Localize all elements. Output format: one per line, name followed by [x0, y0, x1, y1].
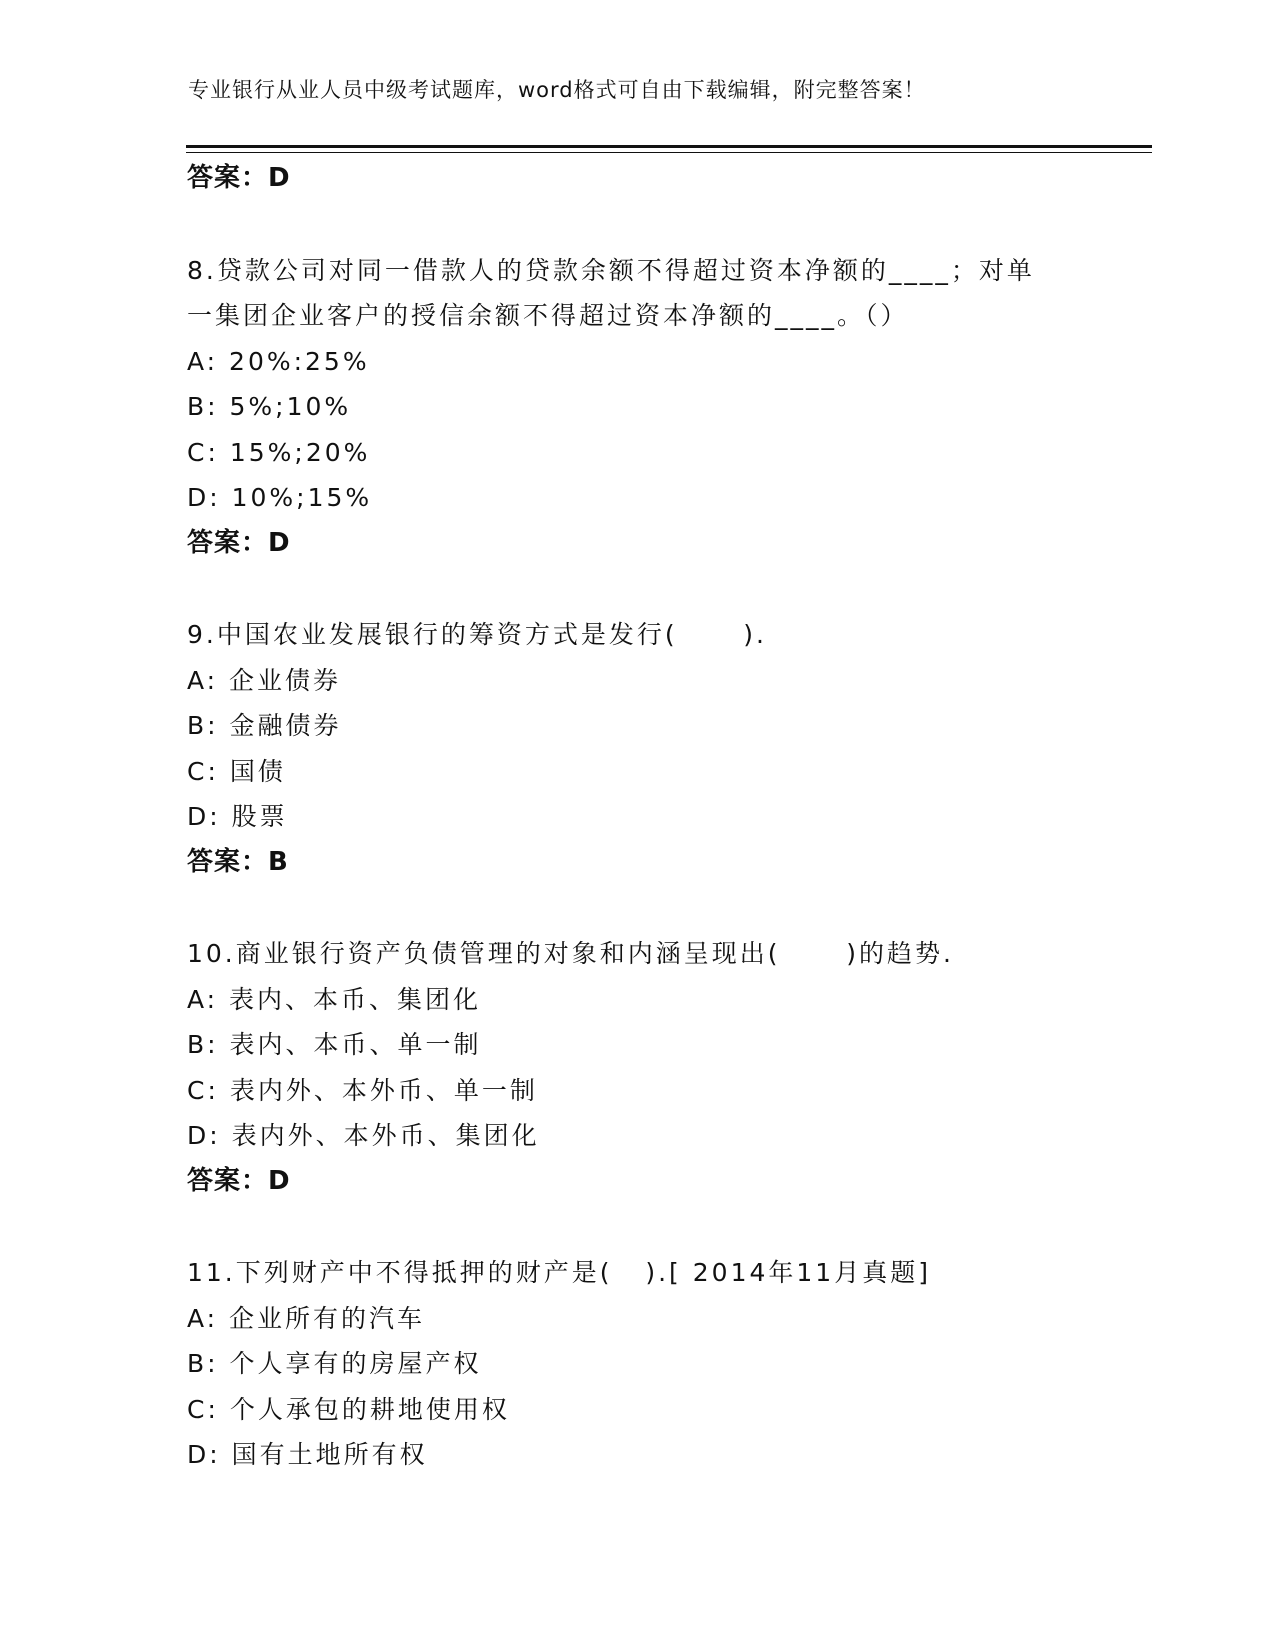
- option-b: B: 表内、本币、单一制: [187, 1030, 482, 1059]
- spacer: [187, 885, 1087, 931]
- spacer: [187, 1204, 1087, 1250]
- answer: 答案：D: [187, 527, 291, 558]
- question-10: [187, 931, 1087, 1204]
- option-a: A: 表内、本币、集团化: [187, 984, 482, 1014]
- question-11: [187, 1250, 1087, 1478]
- option-c: C: 个人承包的耕地使用权: [187, 1394, 510, 1424]
- spacer: [187, 566, 1087, 612]
- option-a: A: 企业债券: [187, 665, 342, 695]
- option-d: D: 股票: [187, 802, 288, 831]
- spacer: [187, 202, 1087, 248]
- question-8: [187, 248, 1087, 567]
- option-a: A: 企业所有的汽车: [187, 1303, 426, 1333]
- page-header: 专业银行从业人员中级考试题库，word格式可自由下载编辑，附完整答案！: [188, 78, 926, 102]
- previous-answer: 答案：D: [187, 163, 291, 193]
- document-content: [187, 156, 1087, 1478]
- question-9: [187, 612, 1087, 885]
- option-b: B: 个人享有的房屋产权: [187, 1349, 482, 1378]
- answer: 答案：B: [187, 846, 289, 877]
- question-stem-line: 10.商业银行资产负债管理的对象和内涵呈现出( )的趋势.: [187, 939, 954, 968]
- option-c: C: 15%;20%: [187, 437, 371, 467]
- header-rule-thick: [186, 145, 1152, 148]
- header-rule-thin: [186, 152, 1152, 153]
- question-stem-line: 9.中国农业发展银行的筹资方式是发行( ).: [187, 620, 767, 649]
- option-a: A: 20%:25%: [187, 346, 370, 376]
- question-stem-line: 8.贷款公司对同一借款人的贷款余额不得超过资本净额的____；对单: [187, 255, 1035, 285]
- option-d: D: 国有土地所有权: [187, 1440, 428, 1469]
- option-d: D: 10%;15%: [187, 483, 373, 512]
- option-d: D: 表内外、本外币、集团化: [187, 1121, 540, 1150]
- option-b: B: 金融债券: [187, 711, 342, 740]
- option-c: C: 国债: [187, 756, 286, 786]
- answer: 答案：D: [187, 1165, 291, 1196]
- question-stem-line: 一集团企业客户的授信余额不得超过资本净额的____。（）: [187, 301, 909, 330]
- option-c: C: 表内外、本外币、单一制: [187, 1075, 538, 1105]
- question-stem-line: 11.下列财产中不得抵押的财产是( ).[ 2014年11月真题]: [187, 1258, 931, 1287]
- option-b: B: 5%;10%: [187, 392, 352, 421]
